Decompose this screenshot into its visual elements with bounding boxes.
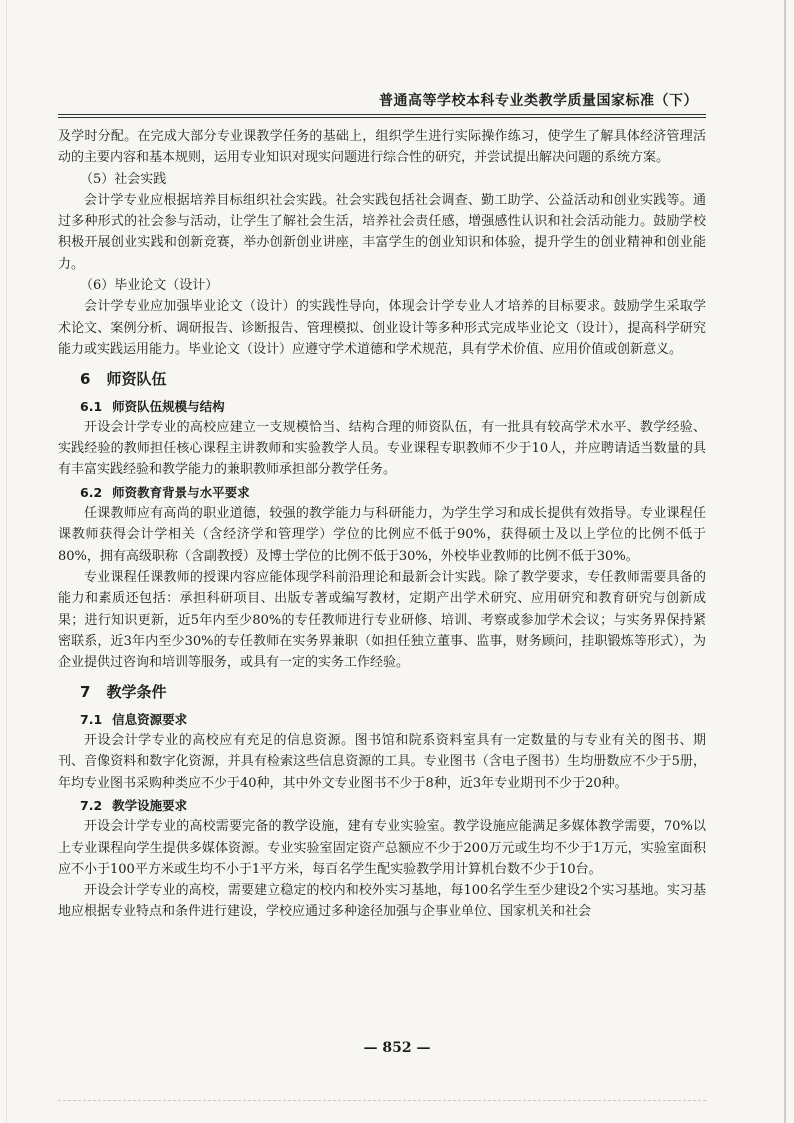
- subsection-number: 6.1: [80, 398, 103, 414]
- subsection-title: 师资教育背景与水平要求: [112, 484, 250, 500]
- paragraph-7-2-a: 开设会计学专业的高校需要完备的教学设施，建有专业实验室。教学设施应能满足多媒体教学需要，70%以上专业课程向学生提供多媒体资源。专业实验室固定资产总额应不少于200万元或生均不少于1万元，实验室面积应不小于100平方米或生均不小于1平方米，每百名学生配实验教学用计算机台数不少于10台。: [58, 819, 706, 877]
- section-number: 6: [80, 370, 91, 389]
- scan-edge-right: [784, 0, 786, 1123]
- paragraph-thesis: 会计学专业应加强毕业论文（设计）的实践性导向，体现会计学专业人才培养的目标要求。鼓励学生采取学术论文、案例分析、调研报告、诊断报告、管理模拟、创业设计等多种形式完成毕业论文（设计），提高科学研究能力或实践运用能力。毕业论文（设计）应遵守学术道德和学术规范，具有学术价值、应用价值或创新意义。: [58, 299, 706, 357]
- paragraph-6-1: 开设会计学专业的高校应建立一支规模恰当、结构合理的师资队伍，有一批具有较高学术水平、教学经验、实践经验的教师担任核心课程主讲教师和实验教学人员。专业课程专职教师不少于10人，并应聘请适当数量的具有丰富实践经验和教学能力的兼职教师承担部分教学任务。: [58, 419, 706, 478]
- subsection-title: 教学设施要求: [112, 797, 188, 813]
- section-number: 7: [80, 683, 91, 702]
- subsection-title: 师资队伍规模与结构: [112, 398, 225, 414]
- scan-edge-left: [6, 0, 7, 1123]
- paragraph-7-2-b: 开设会计学专业的高校，需要建立稳定的校内和校外实习基地，每100名学生至少建设2个实习基地。实习基地应根据专业特点和条件进行建设，学校应通过多种途径加强与企事业单位、国家机关和社会: [58, 883, 706, 920]
- section-heading-6: [58, 369, 706, 390]
- paragraph-6-2-a: 任课教师应有高尚的职业道德，较强的教学能力与科研能力，为学生学习和成长提供有效指导。专业课程任课教师获得会计学相关（含经济学和管理学）学位的比例应不低于90%，获得硕士及以上学位的比例不低于80%，拥有高级职称（含副教授）及博士学位的比例不低于30%，外校毕业教师的比例不低于30%。: [58, 506, 706, 564]
- section-title: 师资队伍: [106, 370, 167, 389]
- running-header: 普通高等学校本科专业类教学质量国家标准（下）: [379, 93, 698, 109]
- subsection-social-practice: （5）社会实践: [80, 171, 167, 187]
- subsection-number: 6.2: [80, 484, 103, 500]
- subsection-title: 信息资源要求: [112, 711, 188, 727]
- paragraph-6-2-b: 专业课程任课教师的授课内容应能体现学科前沿理论和最新会计实践。除了教学要求，专任教师需要具备的能力和素质还包括：承担科研项目、出版专著或编写教材，定期产出学术研究、应用研究和教育研究与创新成果；进行知识更新，近5年内至少80%的专任教师进行专业研修、培训、考察或参加学术会议；与实务界保持紧密联系，近3年内至少30%的专任教师在实务界兼职（如担任独立董事、监事，财务顾问，挂职锻炼等形式），为企业提供过咨询和培训等服务，或具有一定的实务工作经验。: [58, 569, 706, 671]
- header-rule-double: [58, 117, 706, 118]
- subsection-number: 7.1: [80, 711, 103, 727]
- footer-scan-line: [58, 1100, 706, 1101]
- page-number: — 852 —: [363, 1040, 431, 1056]
- section-title: 教学条件: [106, 683, 167, 702]
- subsection-heading-7-2: [58, 795, 706, 816]
- paragraph-intro: 及学时分配。在完成大部分专业课教学任务的基础上，组织学生进行实际操作练习，使学生了解具体经济管理活动的主要内容和基本规则，运用专业知识对现实问题进行综合性的研究，并尝试提出解决问题的系统方案。: [58, 129, 706, 166]
- subsection-number: 7.2: [80, 797, 103, 813]
- paragraph-social-practice: 会计学专业应根据培养目标组织社会实践。社会实践包括社会调查、勤工助学、公益活动和创业实践等。通过多种形式的社会参与活动，让学生了解社会生活，培养社会责任感，增强感性认识和社会活动能力。鼓励学校积极开展创业实践和创新竞赛，举办创新创业讲座，丰富学生的创业知识和体验，提升学生的创业精神和创业能力。: [58, 192, 706, 272]
- subsection-heading-6-1: [58, 396, 706, 417]
- page-body: [58, 126, 706, 923]
- subsection-thesis: （6）毕业论文（设计）: [80, 278, 219, 294]
- paragraph-7-1: 开设会计学专业的高校应有充足的信息资源。图书馆和院系资料室具有一定数量的与专业有关的图书、期刊、音像资料和数字化资源，并具有检索这些信息资源的工具。专业图书（含电子图书）生均册数应不少于5册，年均专业图书采购种类应不少于40种，其中外文专业图书不少于8种，近3年专业期刊不少于20种。: [58, 733, 706, 791]
- header-rule: [58, 114, 706, 115]
- section-heading-7: [58, 682, 706, 703]
- subsection-heading-7-1: [58, 709, 706, 730]
- subsection-heading-6-2: [58, 482, 706, 503]
